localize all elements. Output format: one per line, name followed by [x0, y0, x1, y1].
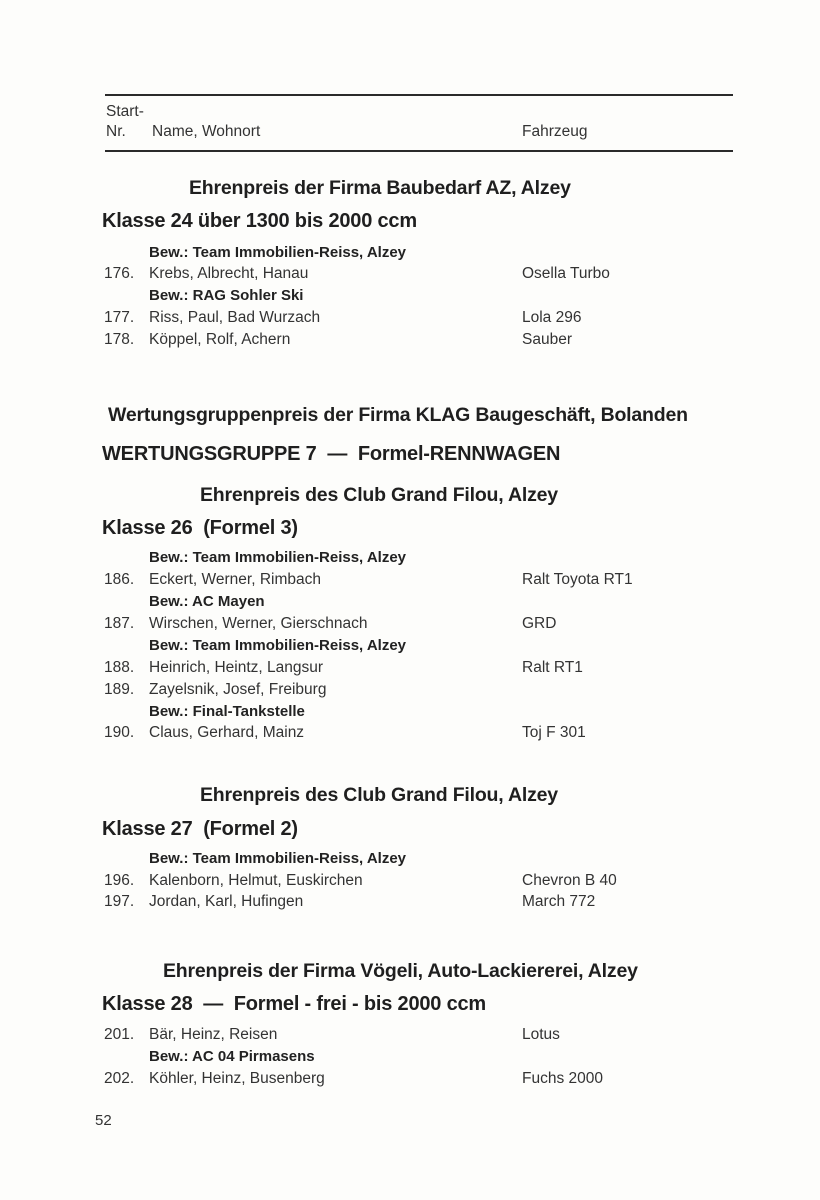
- vehicle: Fuchs 2000: [522, 1070, 603, 1087]
- start-number: 188.: [104, 659, 135, 676]
- prize-heading: Ehrenpreis des Club Grand Filou, Alzey: [200, 784, 558, 806]
- driver-name: Zayelsnik, Josef, Freiburg: [149, 681, 327, 698]
- start-number: 196.: [104, 872, 135, 889]
- klasse-heading: Klasse 27 (Formel 2): [102, 818, 298, 840]
- driver-name: Köppel, Rolf, Achern: [149, 331, 291, 348]
- entrant-team: Bew.: Final-Tankstelle: [149, 703, 305, 720]
- header-col-nr-line2: Nr.: [106, 123, 126, 140]
- vehicle: March 772: [522, 893, 596, 910]
- driver-name: Jordan, Karl, Hufingen: [149, 893, 304, 910]
- driver-name: Kalenborn, Helmut, Euskirchen: [149, 872, 363, 889]
- driver-name: Riss, Paul, Bad Wurzach: [149, 309, 321, 326]
- entrant-team: Bew.: AC Mayen: [149, 593, 265, 610]
- header-col-name: Name, Wohnort: [152, 123, 261, 140]
- group-heading: WERTUNGSGRUPPE 7 — Formel-RENNWAGEN: [102, 443, 561, 465]
- start-number: 187.: [104, 615, 135, 632]
- entrant-team: Bew.: RAG Sohler Ski: [149, 287, 304, 304]
- prize-heading: Ehrenpreis der Firma Vögeli, Auto-Lackiererei, Alzey: [163, 960, 638, 982]
- vehicle: Lola 296: [522, 309, 582, 326]
- vehicle: Sauber: [522, 331, 572, 348]
- start-number: 202.: [104, 1070, 135, 1087]
- vehicle: Chevron B 40: [522, 872, 617, 889]
- start-number: 197.: [104, 893, 135, 910]
- header-col-nr-line1: Start-: [106, 103, 144, 120]
- driver-name: Wirschen, Werner, Gierschnach: [149, 615, 368, 632]
- prize-heading: Ehrenpreis der Firma Baubedarf AZ, Alzey: [189, 177, 571, 199]
- start-number: 201.: [104, 1026, 135, 1043]
- driver-name: Eckert, Werner, Rimbach: [149, 571, 321, 588]
- klasse-heading: Klasse 26 (Formel 3): [102, 517, 298, 539]
- klasse-heading: Klasse 24 über 1300 bis 2000 ccm: [102, 210, 417, 232]
- header-bottom-rule: [105, 150, 733, 152]
- prize-heading: Ehrenpreis des Club Grand Filou, Alzey: [200, 484, 558, 506]
- vehicle: Lotus: [522, 1026, 560, 1043]
- driver-name: Köhler, Heinz, Busenberg: [149, 1070, 325, 1087]
- entrant-team: Bew.: Team Immobilien-Reiss, Alzey: [149, 549, 407, 566]
- vehicle: GRD: [522, 615, 557, 632]
- entrant-team: Bew.: Team Immobilien-Reiss, Alzey: [149, 244, 407, 261]
- start-number: 178.: [104, 331, 135, 348]
- header-col-vehicle: Fahrzeug: [522, 123, 588, 140]
- entrant-team: Bew.: Team Immobilien-Reiss, Alzey: [149, 850, 407, 867]
- driver-name: Heinrich, Heintz, Langsur: [149, 659, 324, 676]
- driver-name: Bär, Heinz, Reisen: [149, 1026, 278, 1043]
- start-number: 189.: [104, 681, 135, 698]
- vehicle: Ralt Toyota RT1: [522, 571, 633, 588]
- start-number: 176.: [104, 265, 135, 282]
- driver-name: Claus, Gerhard, Mainz: [149, 724, 305, 741]
- entrant-team: Bew.: AC 04 Pirmasens: [149, 1048, 315, 1065]
- page-number: 52: [95, 1112, 112, 1129]
- group-prize-heading: Wertungsgruppenpreis der Firma KLAG Baugeschäft, Bolanden: [108, 404, 688, 426]
- vehicle: Toj F 301: [522, 724, 586, 741]
- entrant-team: Bew.: Team Immobilien-Reiss, Alzey: [149, 637, 407, 654]
- header-top-rule: [105, 94, 733, 96]
- vehicle: Ralt RT1: [522, 659, 583, 676]
- driver-name: Krebs, Albrecht, Hanau: [149, 265, 309, 282]
- vehicle: Osella Turbo: [522, 265, 610, 282]
- start-number: 186.: [104, 571, 135, 588]
- start-number: 177.: [104, 309, 135, 326]
- start-number: 190.: [104, 724, 135, 741]
- klasse-heading: Klasse 28 — Formel - frei - bis 2000 ccm: [102, 993, 487, 1015]
